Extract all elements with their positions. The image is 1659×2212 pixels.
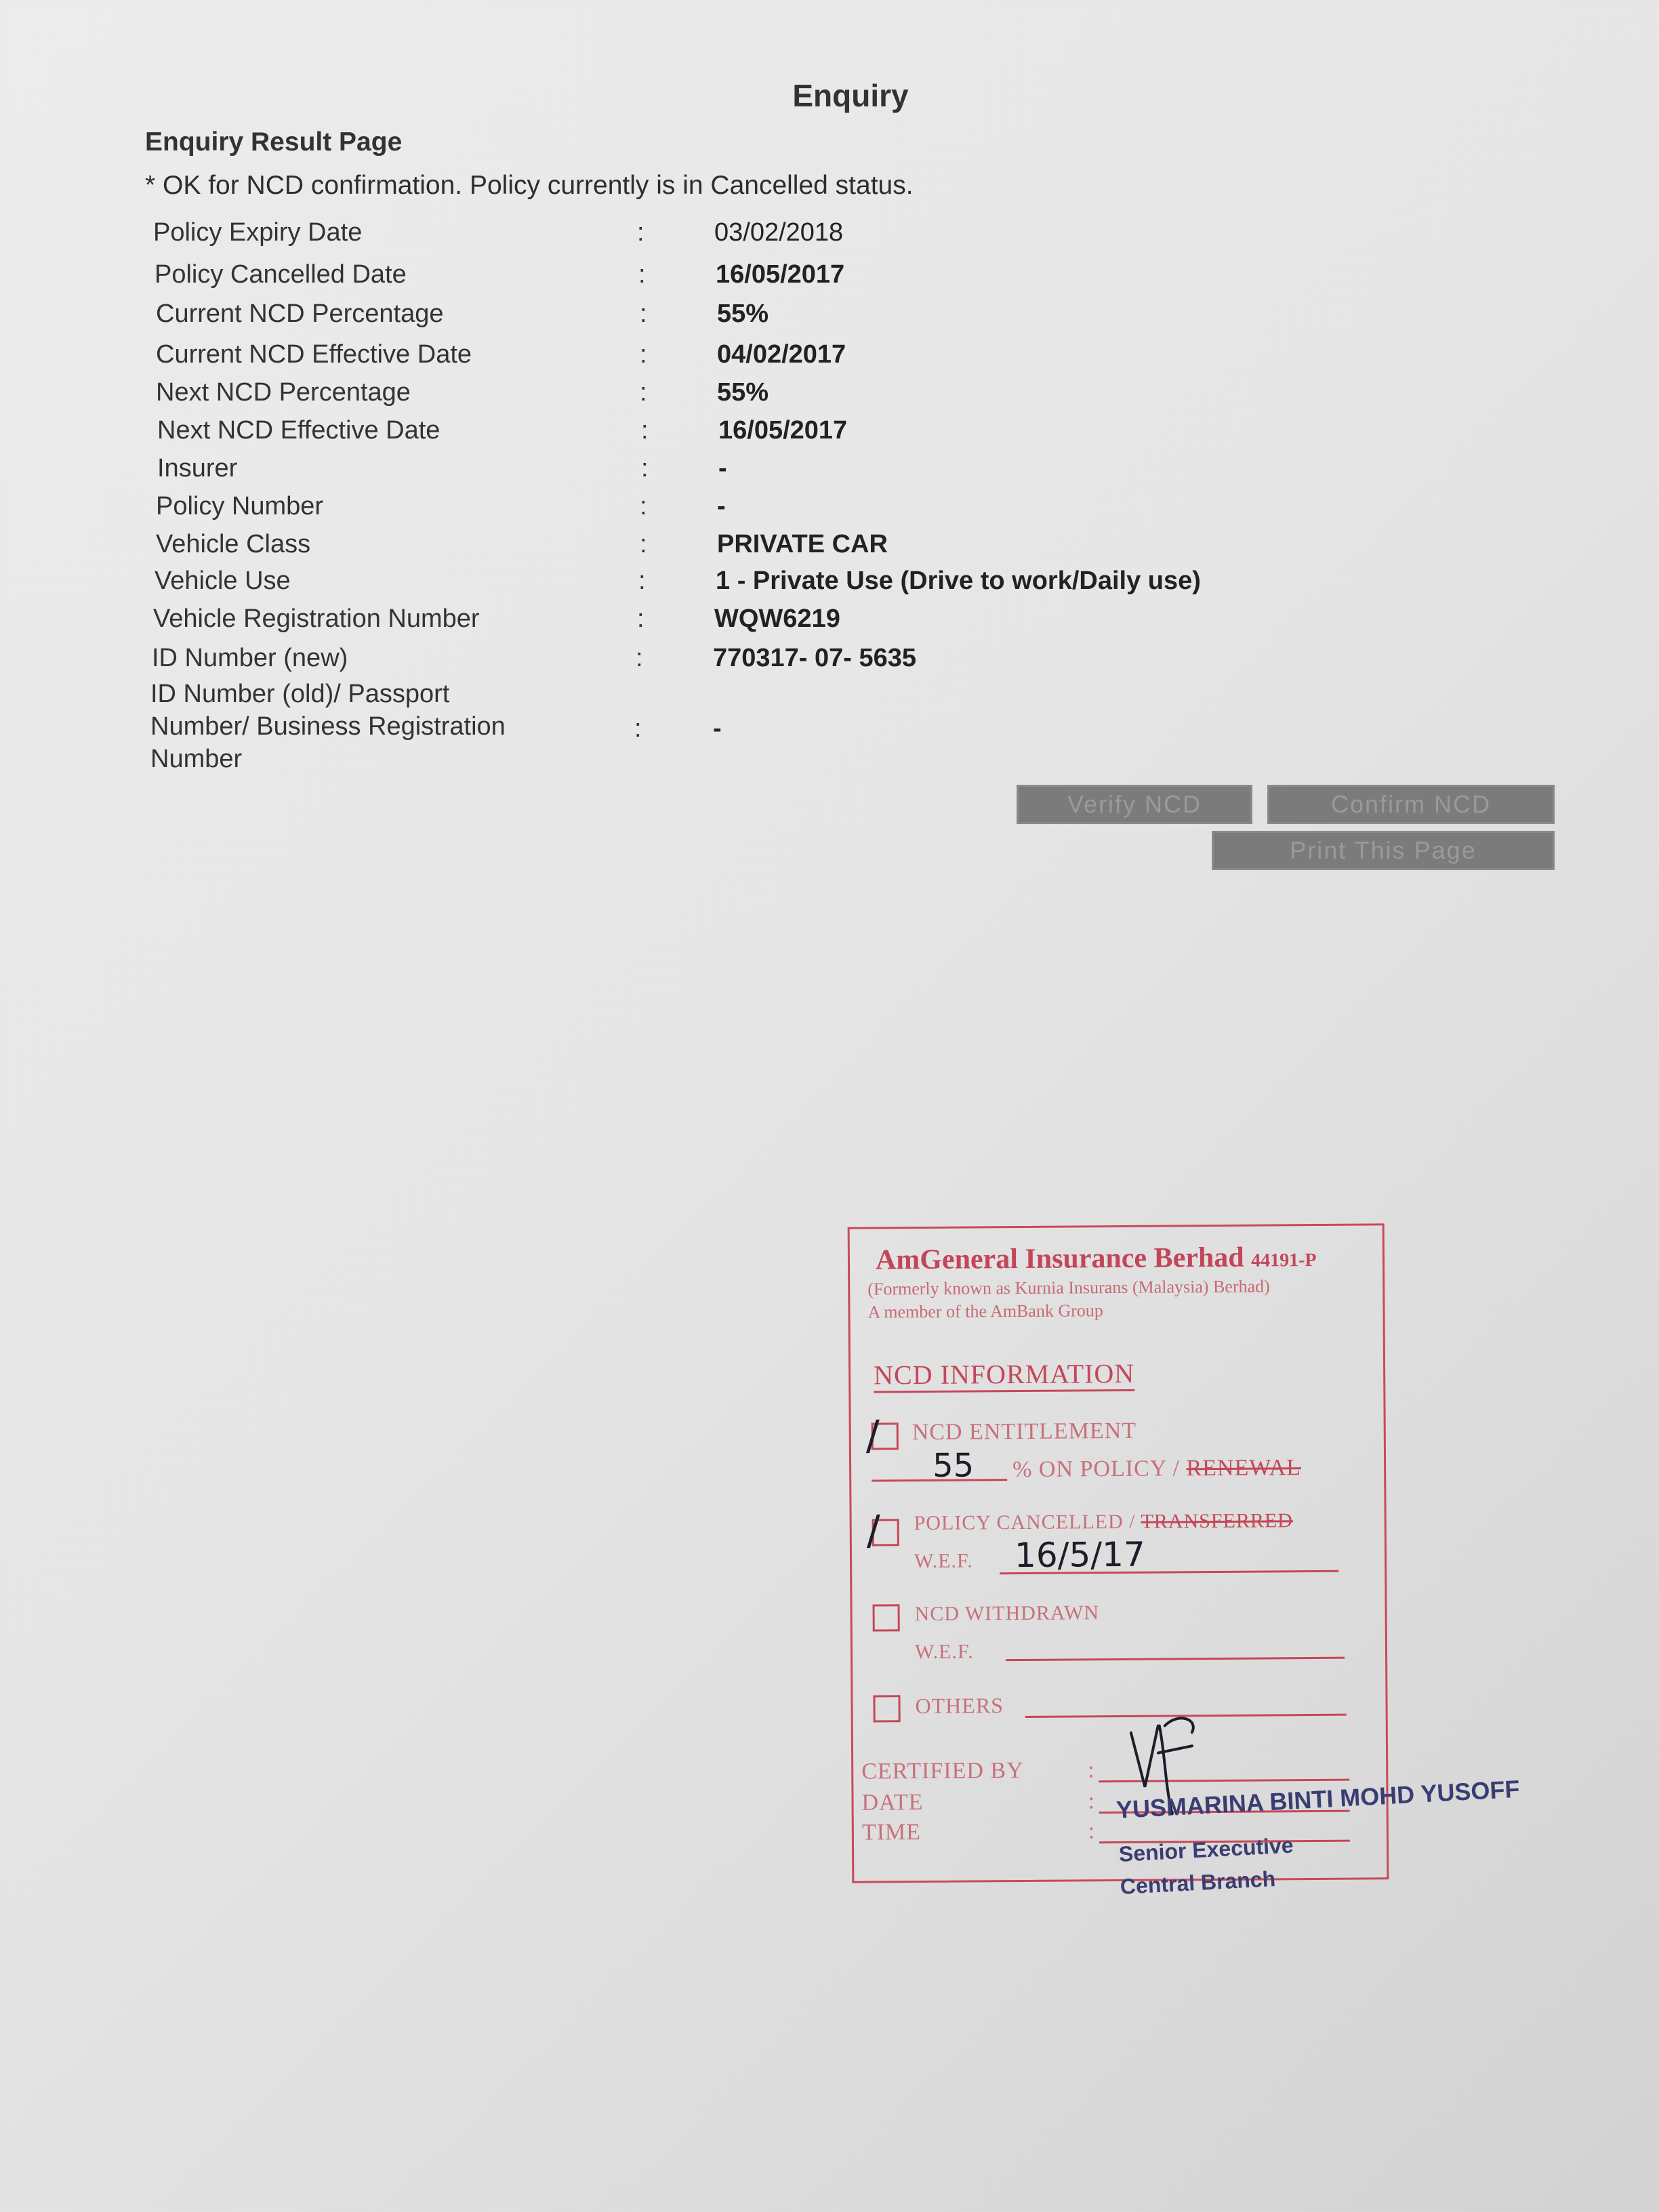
field-label: Vehicle Class [156, 530, 311, 558]
stamp-heading: NCD INFORMATION [874, 1357, 1134, 1393]
withdrawn-wef-line [1006, 1657, 1345, 1661]
id-old-label-line: Number/ Business Registration [150, 712, 506, 741]
field-row [153, 218, 1305, 256]
stamp-member: A member of the AmBank Group [867, 1300, 1103, 1322]
certified-by-label: CERTIFIED BY [861, 1757, 1024, 1784]
field-colon: : [640, 340, 647, 369]
field-label: Insurer [157, 454, 238, 483]
entitlement-suffix: % ON POLICY / RENEWAL [1012, 1455, 1302, 1483]
id-old-value: - [713, 714, 722, 743]
id-old-label-line: ID Number (old)/ Passport [150, 680, 450, 708]
officer-name: YUSMARINA BINTI MOHD YUSOFF [1115, 1774, 1521, 1824]
field-row [155, 567, 1307, 605]
field-row [157, 416, 1309, 454]
policy-cancelled-label: POLICY CANCELLED / TRANSFERRED [914, 1509, 1294, 1535]
field-colon: : [640, 378, 647, 407]
field-value: 55% [717, 378, 769, 407]
others-checkbox [873, 1695, 900, 1722]
result-heading: Enquiry Result Page [145, 127, 403, 157]
print-page-button[interactable]: Print This Page [1212, 831, 1555, 870]
field-colon: : [637, 605, 644, 633]
officer-title: Senior Executive [1118, 1832, 1294, 1866]
field-colon: : [641, 454, 649, 483]
field-colon: : [636, 644, 643, 672]
field-colon: : [638, 260, 646, 289]
field-colon: : [640, 492, 647, 520]
confirm-ncd-button[interactable]: Confirm NCD [1267, 785, 1555, 824]
officer-branch: Central Branch [1120, 1866, 1276, 1899]
page-title: Enquiry [792, 78, 909, 113]
field-label: Policy Expiry Date [153, 218, 363, 247]
field-colon: : [638, 567, 646, 595]
field-label: Vehicle Registration Number [153, 605, 480, 633]
ncd-withdrawn-label: NCD WITHDRAWN [914, 1601, 1100, 1626]
field-colon: : [640, 530, 647, 558]
entitlement-value: 55 [932, 1446, 975, 1485]
field-label: Current NCD Percentage [156, 300, 444, 328]
checkmark-icon: / [866, 1507, 881, 1555]
id-old-label [150, 678, 557, 775]
ncd-withdrawn-checkbox [873, 1604, 900, 1631]
field-value: 1 - Private Use (Drive to work/Daily use) [716, 567, 1201, 595]
withdrawn-wef-label: W.E.F. [914, 1640, 974, 1664]
field-label: Next NCD Percentage [156, 378, 411, 407]
field-row [156, 492, 1308, 530]
field-label: Next NCD Effective Date [157, 416, 441, 445]
checkmark-icon: / [865, 1412, 880, 1460]
field-label: ID Number (new) [152, 644, 348, 672]
field-row [157, 454, 1309, 492]
field-row [156, 300, 1308, 337]
field-colon: : [637, 218, 644, 247]
date-colon: : [1088, 1788, 1096, 1814]
field-value: 03/02/2018 [714, 218, 844, 247]
field-row [156, 340, 1308, 378]
certified-by-colon: : [1088, 1757, 1095, 1783]
field-value: 16/05/2017 [716, 260, 845, 289]
date-label: DATE [861, 1790, 924, 1816]
ncd-certification-stamp [848, 1223, 1389, 1883]
id-old-colon: : [634, 714, 642, 743]
field-label: Current NCD Effective Date [156, 340, 472, 369]
field-value: 16/05/2017 [718, 416, 848, 445]
field-value: 04/02/2017 [717, 340, 846, 369]
field-row [156, 530, 1308, 568]
field-row [156, 378, 1308, 416]
field-value: 55% [717, 300, 769, 328]
field-label: Policy Cancelled Date [155, 260, 407, 289]
time-colon: : [1088, 1818, 1096, 1844]
stamp-formerly: (Formerly known as Kurnia Insurans (Malaysia) Berhad) [867, 1276, 1270, 1299]
field-row [153, 605, 1305, 642]
time-label: TIME [861, 1820, 922, 1845]
status-message: * OK for NCD confirmation. Policy currently is in Cancelled status. [145, 171, 914, 200]
field-colon: : [640, 300, 647, 328]
field-row [155, 260, 1307, 298]
field-label: Vehicle Use [155, 567, 291, 595]
stamp-company: AmGeneral Insurance Berhad 44191-P [875, 1242, 1317, 1276]
field-row [152, 644, 1304, 682]
field-value: WQW6219 [714, 605, 840, 633]
field-value: 770317- 07- 5635 [713, 644, 917, 672]
ncd-entitlement-label: NCD ENTITLEMENT [912, 1418, 1137, 1446]
field-label: Policy Number [156, 492, 324, 520]
field-value: - [718, 454, 727, 483]
verify-ncd-button[interactable]: Verify NCD [1017, 785, 1252, 824]
field-value: PRIVATE CAR [717, 530, 888, 558]
wef-label: W.E.F. [914, 1549, 973, 1573]
field-colon: : [641, 416, 649, 445]
wef-value: 16/5/17 [1014, 1534, 1145, 1576]
field-value: - [717, 492, 726, 520]
id-old-label-line: Number [150, 745, 243, 773]
others-label: OTHERS [915, 1693, 1004, 1719]
